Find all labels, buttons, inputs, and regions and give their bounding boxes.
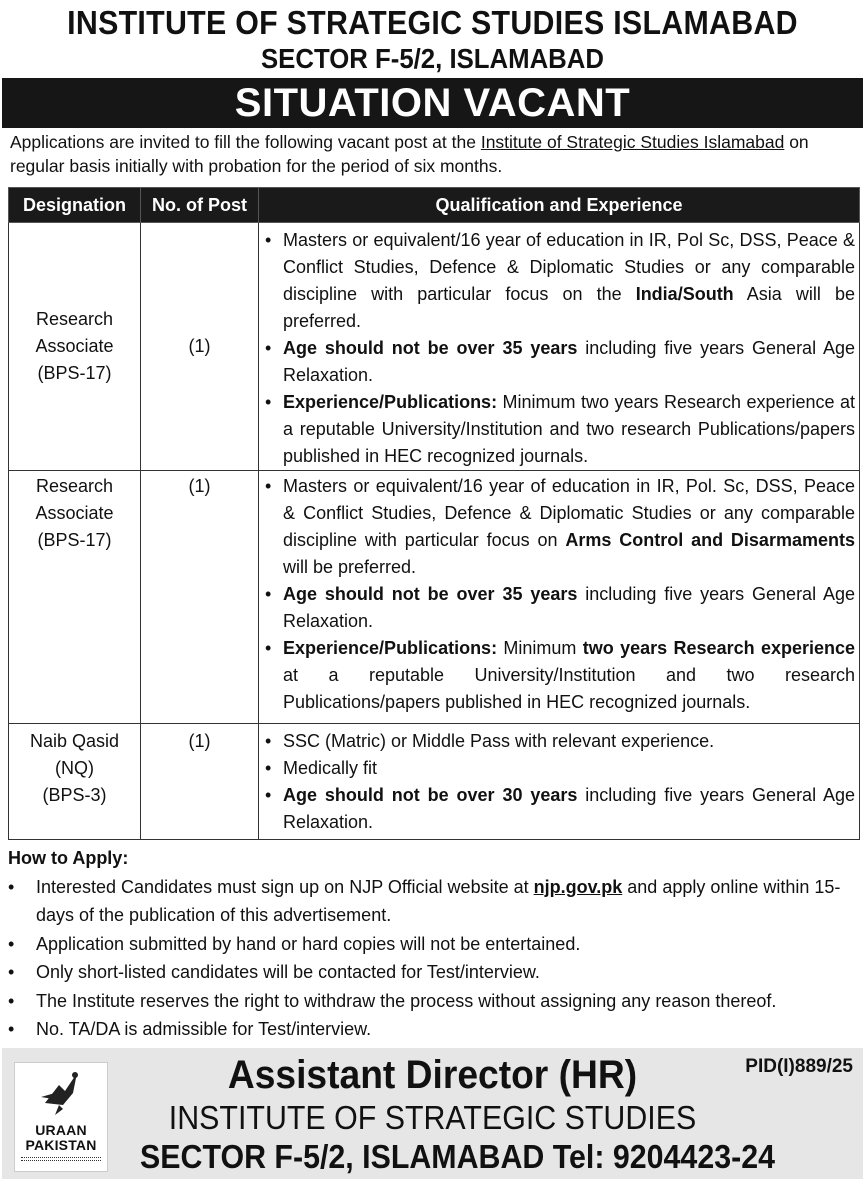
qualification-item: [259, 473, 855, 581]
qualification-item: [259, 635, 855, 716]
intro-institute-name: Institute of Strategic Studies Islamabad: [480, 132, 785, 152]
situation-vacant-banner: SITUATION VACANT: [2, 78, 863, 128]
q-bold: two years Research experience: [582, 638, 856, 658]
designation-line: (BPS-17): [37, 363, 112, 383]
qualification-cell: [259, 223, 860, 471]
q-bold: India/South: [635, 284, 734, 304]
footer-designation: Assistant Director (HR): [227, 1053, 638, 1097]
q-text: including five years General Age Relaxation.: [283, 785, 855, 832]
designation-cell: [9, 724, 141, 840]
q-text: including five years General Age Relaxation.: [283, 338, 855, 385]
designation-line: Naib Qasid: [29, 731, 120, 751]
q-text: Masters or equivalent/16 year of education in IR, Pol. Sc, DSS, Peace & Conflict Studies, Defence & Diplomatic Studies or any comparable discipline with particular focus on: [283, 476, 855, 550]
q-text: at a reputable University/Institution and two research Publications/papers published in HEC recognized journals.: [283, 665, 855, 712]
table-row: [9, 471, 860, 724]
how-to-apply-title: How to Apply:: [8, 848, 129, 868]
q-text: including five years General Age Relaxation.: [283, 584, 855, 631]
footer-institute: INSTITUTE OF STRATEGIC STUDIES: [168, 1099, 697, 1136]
instruction-text: Interested Candidates must sign up on NJP Official website at: [36, 876, 534, 897]
designation-cell: [9, 471, 141, 724]
q-bold: Experience/Publications:: [283, 638, 498, 658]
designation-line: Associate: [35, 503, 114, 523]
table-row: [9, 223, 860, 471]
table-row: [9, 724, 860, 840]
intro-paragraph: [10, 130, 858, 178]
institute-address: SECTOR F-5/2, ISLAMABAD: [260, 43, 605, 74]
q-text: Masters or equivalent/16 year of education in IR, Pol Sc, DSS, Peace & Conflict Studies, Defence & Diplomatic Studies or any comparable discipline with particular focus on the: [283, 230, 855, 304]
qualification-item: [259, 581, 855, 635]
q-text: Asia will be preferred.: [283, 284, 855, 331]
logo-text-uraan: URAAN: [35, 1122, 87, 1138]
designation-cell: [9, 223, 141, 471]
qualification-item: [259, 389, 855, 470]
logo-text-pakistan: PAKISTAN: [25, 1137, 97, 1153]
njp-website-link[interactable]: njp.gov.pk: [533, 876, 623, 897]
q-bold: Age should not be over 30 years: [283, 785, 578, 805]
qualification-cell: [259, 471, 860, 724]
q-bold: Experience/Publications:: [283, 392, 498, 412]
designation-line: (NQ): [55, 758, 94, 778]
posts-table: [8, 187, 860, 840]
instruction-item: • Only short-listed candidates will be contacted for Test/interview.: [8, 958, 860, 987]
footer-address-phone: SECTOR F-5/2, ISLAMABAD Tel: 9204423-24: [140, 1138, 775, 1175]
intro-text-a: Applications are invited to fill the following vacant post at the: [10, 132, 481, 152]
q-text: will be preferred.: [283, 557, 417, 577]
designation-line: Research: [35, 309, 114, 329]
pid-number: PID(I)889/25: [745, 1056, 853, 1077]
instruction-item: • The Institute reserves the right to withdraw the process without assigning any reason thereof.: [8, 987, 860, 1016]
designation-line: Research: [35, 476, 114, 496]
header-no-of-post: No. of Post: [141, 188, 259, 223]
q-bold: Arms Control and Disarmaments: [565, 530, 855, 550]
header-qualification: Qualification and Experience: [259, 188, 860, 223]
qualification-item: [259, 227, 855, 335]
instruction-item: • Application submitted by hand or hard copies will not be entertained.: [8, 930, 860, 959]
instruction-text: and apply online within 15-days of the publication of this advertisement.: [36, 876, 841, 925]
designation-line: Associate: [35, 336, 114, 356]
qualification-item: • Medically fit: [259, 755, 855, 782]
q-text: Minimum: [497, 638, 583, 658]
how-to-apply: [8, 844, 860, 1044]
footer: [2, 1048, 863, 1179]
post-count-cell: (1): [141, 471, 259, 724]
q-text: Minimum two years Research experience at a reputable University/Institution and two research Publications/papers published in HEC recognized journals.: [283, 392, 855, 466]
q-bold: Age should not be over 35 years: [283, 338, 578, 358]
instruction-item: • No. TA/DA is admissible for Test/interview.: [8, 1015, 860, 1044]
post-count-cell: (1): [141, 724, 259, 840]
institute-title: INSTITUTE OF STRATEGIC STUDIES ISLAMABAD: [67, 4, 798, 41]
intro-text-b: on regular basis initially with probation for the period of six months.: [10, 132, 809, 176]
qualification-cell: [259, 724, 860, 840]
table-header-row: [9, 188, 860, 223]
qualification-item: [259, 782, 855, 836]
qualification-item: [259, 335, 855, 389]
post-count-cell: (1): [141, 223, 259, 471]
header: [0, 0, 865, 78]
instruction-item: [8, 873, 860, 930]
designation-line: (BPS-3): [42, 785, 107, 805]
q-bold: Age should not be over 35 years: [283, 584, 578, 604]
designation-line: (BPS-17): [37, 530, 112, 550]
qualification-item: • SSC (Matric) or Middle Pass with relevant experience.: [259, 728, 855, 755]
header-designation: Designation: [9, 188, 141, 223]
